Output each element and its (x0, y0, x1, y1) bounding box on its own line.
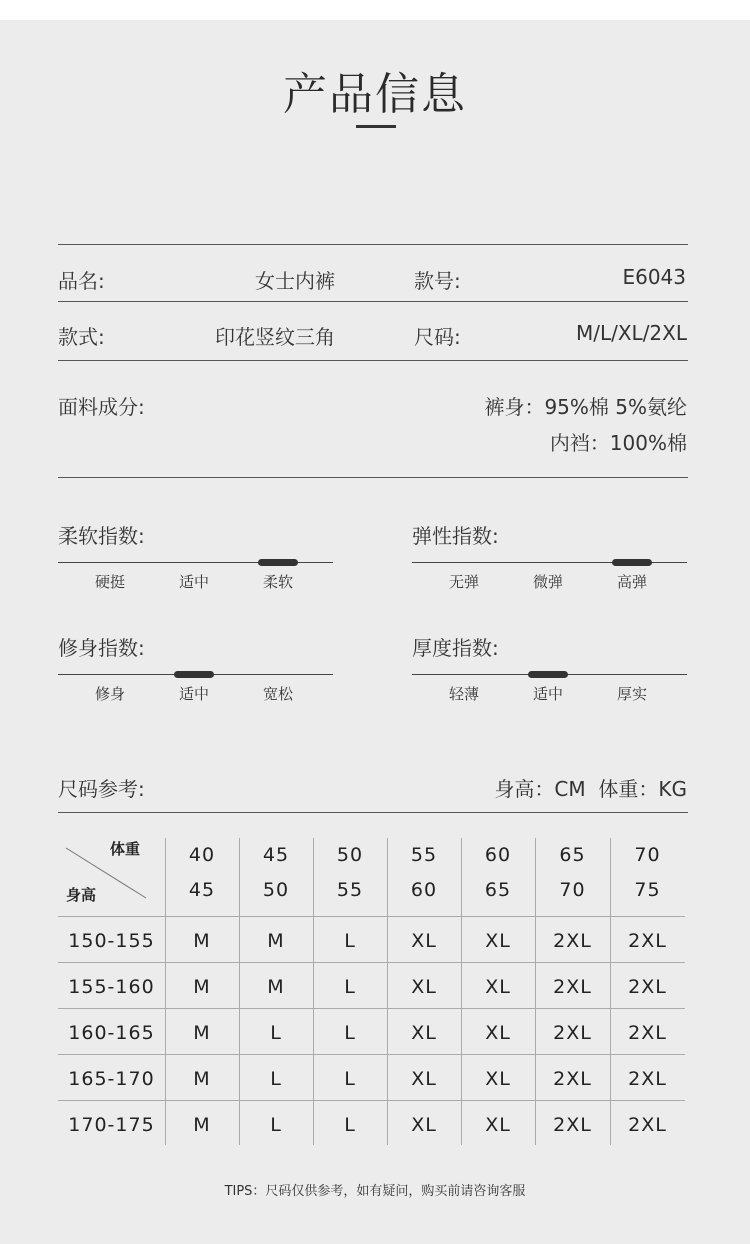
weight-from: 50 (336, 844, 364, 866)
height-range: 165-170 (68, 1068, 155, 1090)
corner-weight-label: 体重 (110, 840, 141, 858)
weight-from: 45 (262, 844, 290, 866)
size-cell: M (267, 930, 285, 952)
size-cell: XL (411, 976, 437, 998)
index-level-marker (612, 559, 652, 566)
index-label: 修身指数: (58, 636, 145, 660)
size-cell: L (344, 1068, 356, 1090)
size-cell: L (344, 976, 356, 998)
weight-to: 45 (188, 879, 216, 901)
grid-line (58, 1054, 685, 1055)
size-cell: XL (485, 930, 511, 952)
size-cell: M (193, 1114, 211, 1136)
index-tick-label: 柔软 (262, 573, 293, 591)
weight-to: 70 (559, 879, 586, 901)
index-label: 弹性指数: (412, 524, 499, 548)
weight-to: 65 (484, 879, 512, 901)
style-label: 款式: (58, 325, 105, 349)
weight-from: 55 (410, 844, 438, 866)
size-cell: 2XL (628, 976, 667, 998)
index-level-marker (258, 559, 298, 566)
index-level-marker (174, 671, 214, 678)
size-cell: 2XL (553, 976, 592, 998)
name-value: 女士内裤 (255, 269, 335, 293)
weight-from: 65 (559, 844, 586, 866)
weight-to: 55 (336, 879, 364, 901)
divider (58, 301, 688, 302)
size-cell: 2XL (553, 1068, 592, 1090)
index-tick-label: 厚实 (616, 685, 647, 703)
index-tick-label: 硬挺 (94, 573, 125, 591)
size-ref-label: 尺码参考: (58, 777, 145, 801)
tips-text: TIPS：尺码仅供参考，如有疑问，购买前请咨询客服 (224, 1184, 526, 1199)
fabric-label: 面料成分: (58, 395, 145, 419)
corner-height-label: 身高 (66, 886, 97, 904)
height-range: 160-165 (68, 1022, 155, 1044)
divider (58, 812, 688, 813)
size-cell: XL (411, 930, 437, 952)
index-tick-label: 宽松 (262, 685, 293, 703)
style-value: 印花竖纹三角 (215, 325, 335, 349)
size-cell: M (193, 1022, 211, 1044)
index-tick-label: 适中 (532, 685, 563, 703)
index-tick-label: 适中 (178, 685, 209, 703)
size-cell: XL (411, 1022, 437, 1044)
size-cell: XL (411, 1114, 437, 1136)
size-cell: 2XL (628, 1022, 667, 1044)
size-ref-units: 身高：CM 体重：KG (494, 777, 687, 801)
size-cell: L (270, 1068, 282, 1090)
size-cell: 2XL (628, 1068, 667, 1090)
size-cell: XL (485, 1068, 511, 1090)
size-cell: M (267, 976, 285, 998)
size-value: M/L/XL/2XL (575, 321, 687, 345)
index-level-marker (528, 671, 568, 678)
size-cell: L (344, 1114, 356, 1136)
index-tick-label: 微弹 (532, 573, 563, 591)
height-range: 170-175 (68, 1114, 155, 1136)
size-label: 尺码: (414, 325, 461, 349)
grid-line (58, 962, 685, 963)
index-tick-label: 修身 (94, 685, 125, 703)
page-title: 产品信息 (283, 69, 467, 120)
size-cell: L (344, 1022, 356, 1044)
title-underline (356, 125, 396, 128)
grid-line (58, 916, 685, 917)
weight-to: 50 (262, 879, 290, 901)
size-cell: L (270, 1114, 282, 1136)
divider (58, 477, 688, 478)
index-tick-label: 无弹 (448, 573, 479, 591)
index-tick-label: 适中 (178, 573, 209, 591)
size-cell: M (193, 976, 211, 998)
size-cell: 2XL (628, 930, 667, 952)
weight-from: 70 (634, 844, 661, 866)
size-cell: L (270, 1022, 282, 1044)
index-tick-label: 轻薄 (448, 685, 479, 703)
divider (58, 360, 688, 361)
size-cell: 2XL (553, 1114, 592, 1136)
height-range: 150-155 (68, 930, 155, 952)
size-cell: 2XL (628, 1114, 667, 1136)
size-cell: 2XL (553, 1022, 592, 1044)
divider (58, 244, 688, 245)
size-cell: L (344, 930, 356, 952)
fabric-body: 裤身：95%棉 5%氨纶 (484, 395, 687, 419)
code-value: E6043 (622, 265, 686, 289)
weight-to: 75 (634, 879, 661, 901)
fabric-crotch: 内裆：100%棉 (549, 431, 687, 455)
weight-to: 60 (410, 879, 438, 901)
weight-from: 40 (188, 844, 216, 866)
size-cell: M (193, 1068, 211, 1090)
name-label: 品名: (58, 269, 105, 293)
index-label: 厚度指数: (412, 636, 499, 660)
size-cell: XL (485, 1022, 511, 1044)
size-cell: M (193, 930, 211, 952)
size-cell: XL (485, 1114, 511, 1136)
grid-line (58, 1100, 685, 1101)
size-cell: XL (411, 1068, 437, 1090)
index-label: 柔软指数: (58, 524, 145, 548)
height-range: 155-160 (68, 976, 155, 998)
code-label: 款号: (414, 269, 461, 293)
size-cell: XL (485, 976, 511, 998)
weight-from: 60 (484, 844, 512, 866)
grid-line (58, 1008, 685, 1009)
size-cell: 2XL (553, 930, 592, 952)
index-tick-label: 高弹 (616, 573, 647, 591)
